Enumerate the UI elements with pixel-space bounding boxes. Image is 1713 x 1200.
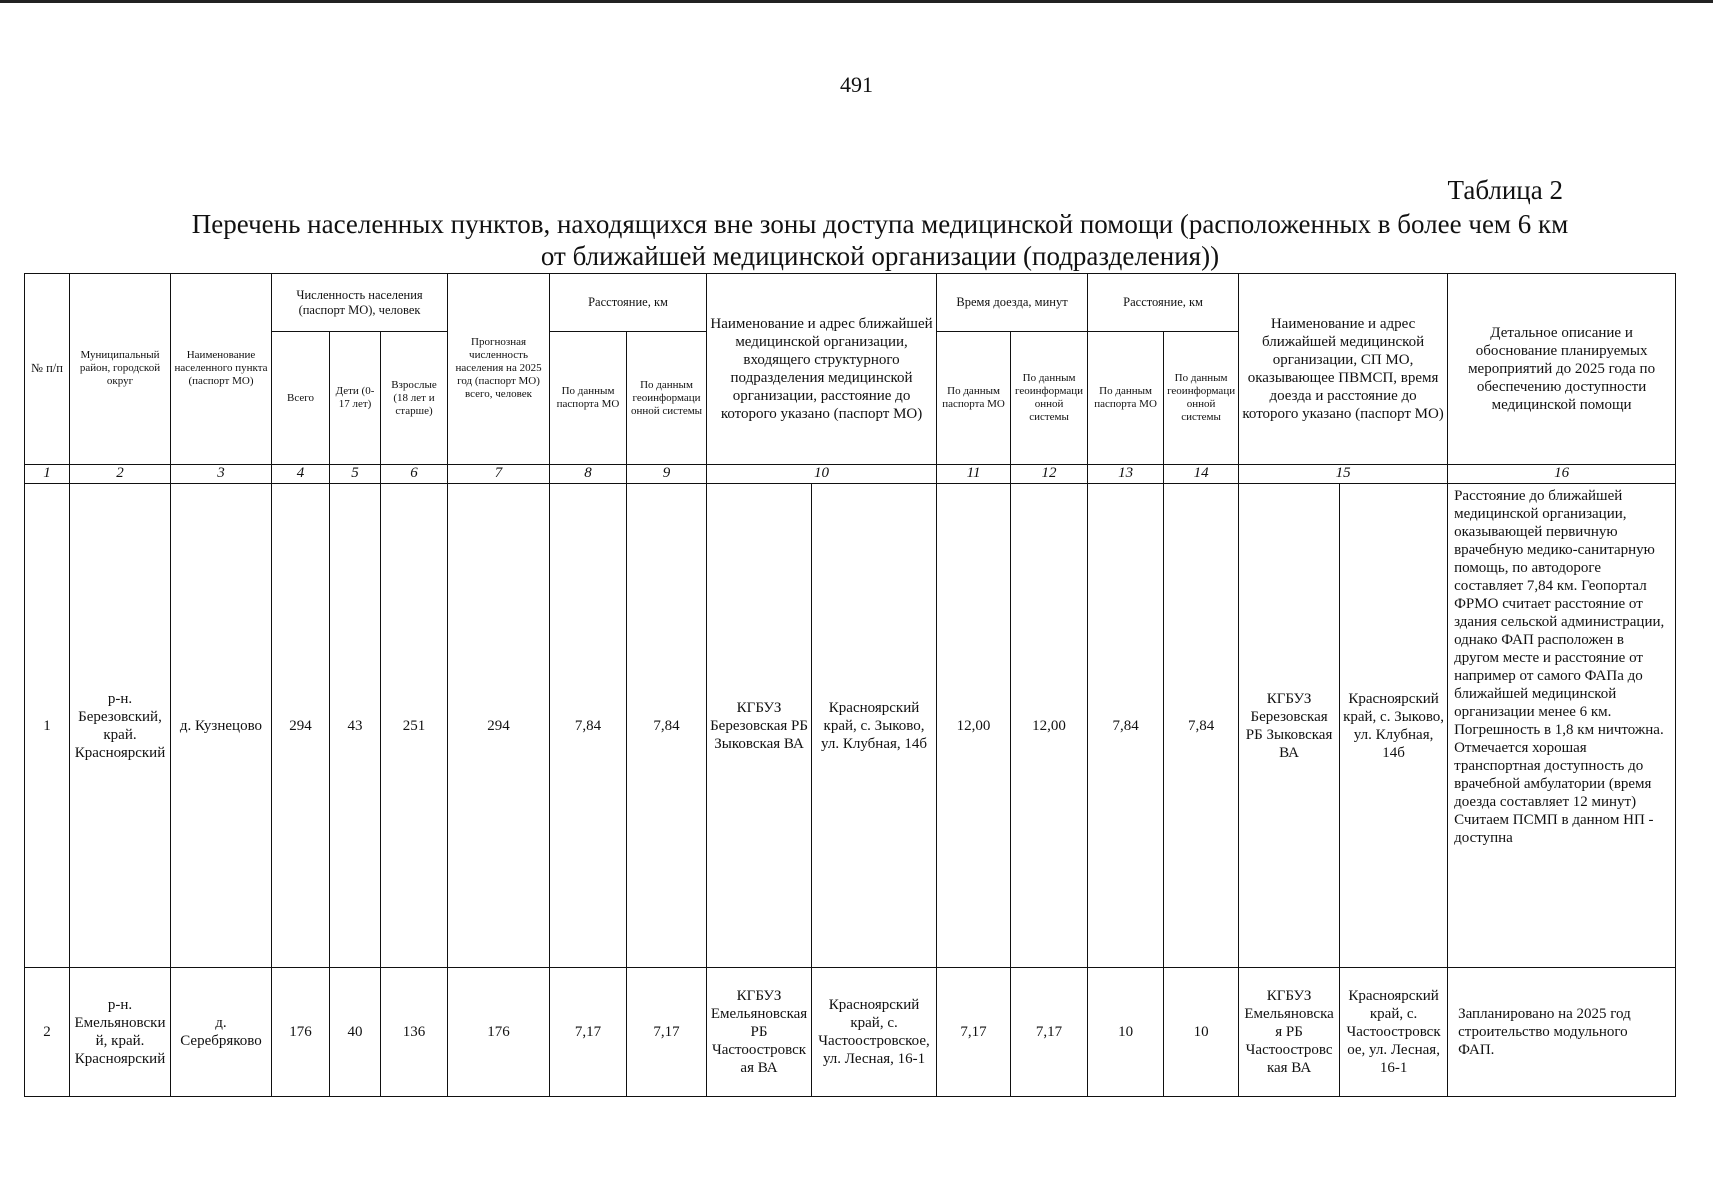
- row-dist2-geo: 10: [1164, 968, 1239, 1097]
- column-number: 4: [272, 464, 330, 483]
- row-dist2-passport: 10: [1088, 968, 1164, 1097]
- column-number: 1: [25, 464, 70, 483]
- row-time-geo: 7,17: [1011, 968, 1088, 1097]
- row-org-address: Красноярский край, с. Зыково, ул. Клубная, 14б: [812, 484, 937, 968]
- column-number: 2: [70, 464, 171, 483]
- row-dist-passport: 7,84: [550, 484, 627, 968]
- header-num: № п/п: [25, 274, 70, 465]
- table-row: [25, 484, 1676, 968]
- row-district: р-н. Березовский, край. Красноярский: [70, 484, 171, 968]
- header-dist2-passport: По данным паспорта МО: [1088, 332, 1164, 465]
- row-forecast: 176: [448, 968, 550, 1097]
- header-total: Всего: [272, 332, 330, 465]
- row-org-name: КГБУЗ Березовская РБ Зыковская ВА: [707, 484, 812, 968]
- column-number: 5: [330, 464, 381, 483]
- column-number: 8: [550, 464, 627, 483]
- page-number: 491: [840, 72, 873, 97]
- row-adults: 136: [381, 968, 448, 1097]
- header-dist-geo: По данным геоинформационной системы: [627, 332, 707, 465]
- row-dist2-passport: 7,84: [1088, 484, 1164, 968]
- header-district: Муниципальный район, городской округ: [70, 274, 171, 465]
- table-row: [25, 968, 1676, 1097]
- row-district: р-н. Емельяновский, край. Красноярский: [70, 968, 171, 1097]
- row-adults: 251: [381, 484, 448, 968]
- column-number: 7: [448, 464, 550, 483]
- header-distance: Расстояние, км: [550, 274, 707, 332]
- table-title: Перечень населенных пунктов, находящихся вне зоны доступа медицинской помощи (расположенных в более чем 6 км от ближайшей медицинской организации (подразделения)): [191, 209, 1569, 271]
- row-time-passport: 7,17: [937, 968, 1011, 1097]
- header-children: Дети (0-17 лет): [330, 332, 381, 465]
- header-settlement: Наименование населенного пункта (паспорт МО): [171, 274, 272, 465]
- header-population: Численность населения (паспорт МО), человек: [272, 274, 448, 332]
- row-dist2-geo: 7,84: [1164, 484, 1239, 968]
- row-time-passport: 12,00: [937, 484, 1011, 968]
- top-border-line: [0, 0, 1713, 3]
- column-number: 11: [937, 464, 1011, 483]
- header-desc16: Детальное описание и обоснование планируемых мероприятий до 2025 года по обеспечению доступности медицинской помощи: [1448, 274, 1676, 465]
- row-time-geo: 12,00: [1011, 484, 1088, 968]
- row-children: 43: [330, 484, 381, 968]
- row-total: 294: [272, 484, 330, 968]
- row-org-name: КГБУЗ Емельяновская РБ Частоостровская ВА: [707, 968, 812, 1097]
- header-forecast: Прогнозная численность населения на 2025 год (паспорт МО) всего, человек: [448, 274, 550, 465]
- column-number: 6: [381, 464, 448, 483]
- header-distance2: Расстояние, км: [1088, 274, 1239, 332]
- row-settlement: д. Кузнецово: [171, 484, 272, 968]
- header-travel-time: Время доезда, минут: [937, 274, 1088, 332]
- column-number: 10: [707, 464, 937, 483]
- header-time-geo: По данным геоинформационной системы: [1011, 332, 1088, 465]
- column-number: 9: [627, 464, 707, 483]
- header-dist2-geo: По данным геоинформационной системы: [1164, 332, 1239, 465]
- column-number: 15: [1239, 464, 1448, 483]
- column-number: 14: [1164, 464, 1239, 483]
- column-number: 16: [1448, 464, 1676, 483]
- row-org15-name: КГБУЗ Емельяновская РБ Частоостровская ВА: [1239, 968, 1340, 1097]
- table-label: Таблица 2: [1447, 175, 1563, 205]
- row-org-address: Красноярский край, с. Частоостровское, ул. Лесная, 16-1: [812, 968, 937, 1097]
- settlements-table: [24, 273, 1676, 1097]
- row-description: Расстояние до ближайшей медицинской организации, оказывающей первичную врачебную медико-санитарную помощь, по автодороге составляет 7,84 км. Геопортал ФРМО считает расстояние от здания сельской администрации, однако ФАП расположен в другом месте и расстояние от например от самого ФАПа до ближайшей медицинской организации менее 6 км. Погрешность в 1,8 км ничтожна. Отмечается хорошая транспортная доступность до врачебной амбулатории (время доезда составляет 12 минут) Считаем ПСМП в данном НП - доступна: [1448, 484, 1676, 968]
- row-dist-geo: 7,17: [627, 968, 707, 1097]
- header-org15: Наименование и адрес ближайшей медицинской организации, СП МО, оказывающее ПВМСП, время доезда и расстояние до которого указано (паспорт МО): [1239, 274, 1448, 465]
- column-number: 3: [171, 464, 272, 483]
- row-num: 2: [25, 968, 70, 1097]
- row-org15-address: Красноярский край, с. Частоостровское, ул. Лесная, 16-1: [1340, 968, 1448, 1097]
- row-org15-name: КГБУЗ Березовская РБ Зыковская ВА: [1239, 484, 1340, 968]
- row-dist-passport: 7,17: [550, 968, 627, 1097]
- row-num: 1: [25, 484, 70, 968]
- row-total: 176: [272, 968, 330, 1097]
- header-org10: Наименование и адрес ближайшей медицинской организации, входящего структурного подразделения медицинской организации, расстояние до которого указано (паспорт МО): [707, 274, 937, 465]
- header-adults: Взрослые (18 лет и старше): [381, 332, 448, 465]
- row-description: Запланировано на 2025 год строительство модульного ФАП.: [1448, 968, 1676, 1097]
- row-dist-geo: 7,84: [627, 484, 707, 968]
- column-number: 12: [1011, 464, 1088, 483]
- row-org15-address: Красноярский край, с. Зыково, ул. Клубная, 14б: [1340, 484, 1448, 968]
- column-number: 13: [1088, 464, 1164, 483]
- header-time-passport: По данным паспорта МО: [937, 332, 1011, 465]
- row-children: 40: [330, 968, 381, 1097]
- row-forecast: 294: [448, 484, 550, 968]
- row-settlement: д. Серебряково: [171, 968, 272, 1097]
- header-dist-passport: По данным паспорта МО: [550, 332, 627, 465]
